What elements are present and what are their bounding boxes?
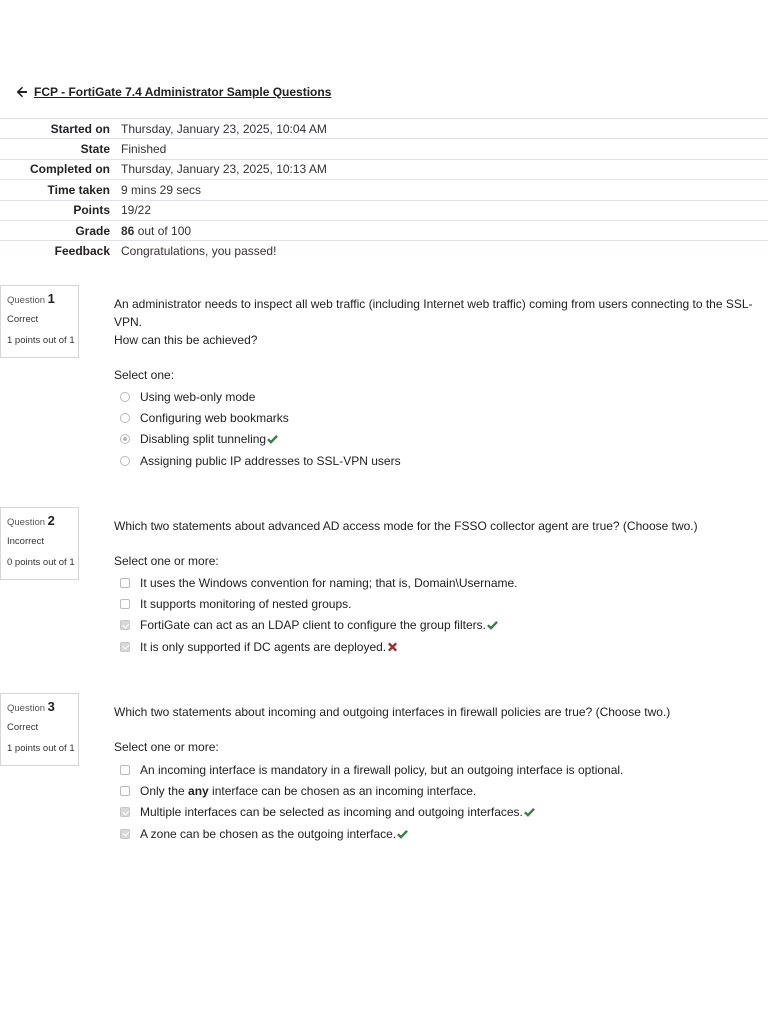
grade-suffix: out of 100	[134, 223, 192, 238]
question-label: Question	[7, 703, 46, 714]
checkbox-checked[interactable]	[120, 620, 130, 630]
answer-option[interactable]	[120, 407, 760, 428]
answer-option[interactable]	[120, 450, 760, 471]
question-info	[0, 507, 79, 580]
answer-prompt: Select one or more:	[114, 554, 219, 568]
answer-option[interactable]	[120, 802, 760, 823]
answer-option[interactable]	[120, 823, 760, 844]
question-text-line: Which two statements about advanced AD access mode for the FSSO collector agent are true? (Choose two.)	[114, 519, 698, 533]
answer-options	[120, 759, 760, 844]
summary-label: Completed on	[30, 162, 110, 177]
question-label: Question	[7, 295, 46, 306]
radio-button[interactable]	[120, 456, 130, 466]
answer-label: It is only supported if DC agents are deployed.	[140, 639, 387, 654]
arrow-left-icon	[16, 86, 28, 98]
summary-label: Time taken	[47, 182, 110, 197]
answer-option[interactable]	[120, 615, 760, 636]
question-info	[0, 285, 79, 358]
question-grade: 1 points out of 1	[7, 335, 75, 346]
answer-option[interactable]	[120, 572, 760, 593]
question-state: Incorrect	[7, 536, 44, 547]
summary-row-started	[0, 119, 768, 139]
checkbox[interactable]	[120, 786, 130, 796]
checkbox[interactable]	[120, 599, 130, 609]
answer-label: It uses the Windows convention for naming; that is, Domain\Username.	[140, 575, 518, 590]
question-info	[0, 693, 79, 766]
question-grade: 1 points out of 1	[7, 743, 75, 754]
summary-value: 9 mins 29 secs	[121, 182, 202, 197]
summary-label: Feedback	[54, 244, 110, 259]
answer-options	[120, 572, 760, 657]
question-grade: 0 points out of 1	[7, 557, 75, 568]
question-text-line: An administrator needs to inspect all web traffic (including Internet web traffic) coming from users connecting to the SSL-	[114, 297, 753, 311]
answer-label-part: interface can be chosen as an incoming interface.	[208, 783, 477, 798]
answer-options	[120, 386, 760, 471]
summary-row-state	[0, 139, 768, 159]
quiz-title[interactable]: FCP - FortiGate 7.4 Administrator Sample Questions	[34, 85, 332, 99]
summary-row-feedback	[0, 241, 768, 261]
answer-label-part: Only the	[140, 783, 189, 798]
answer-label: Using web-only mode	[140, 389, 256, 404]
summary-row-points	[0, 200, 768, 220]
answer-label: Disabling split tunneling	[140, 432, 267, 447]
summary-value: 19/22	[121, 203, 152, 218]
answer-option[interactable]	[120, 780, 760, 801]
answer-label-emphasis: any	[188, 783, 209, 798]
answer-label: Assigning public IP addresses to SSL-VPN users	[140, 453, 401, 468]
checkbox-checked[interactable]	[120, 829, 130, 839]
question-text-line: Which two statements about incoming and outgoing interfaces in firewall policies are true? (Choose two.)	[114, 705, 671, 719]
answer-option[interactable]	[120, 593, 760, 614]
summary-label: Started on	[50, 121, 110, 136]
checkbox[interactable]	[120, 765, 130, 775]
question-state: Correct	[7, 722, 39, 733]
answer-label: A zone can be chosen as the outgoing interface.	[140, 826, 397, 841]
answer-label	[140, 784, 476, 798]
correct-check-icon	[524, 807, 535, 817]
question-number: 2	[47, 513, 55, 528]
answer-option[interactable]	[120, 386, 760, 407]
summary-value: Thursday, January 23, 2025, 10:13 AM	[121, 162, 327, 177]
question-state: Correct	[7, 314, 39, 325]
question-number: 3	[47, 699, 55, 714]
summary-value: Thursday, January 23, 2025, 10:04 AM	[121, 121, 327, 136]
answer-option[interactable]	[120, 636, 760, 657]
summary-value: Congratulations, you passed!	[121, 244, 277, 259]
question-text	[114, 703, 754, 721]
correct-check-icon	[267, 434, 278, 444]
answer-label: Configuring web bookmarks	[140, 410, 289, 425]
question-text	[114, 517, 754, 535]
answer-option[interactable]	[120, 759, 760, 780]
radio-button-selected[interactable]	[120, 434, 130, 444]
summary-row-time-taken	[0, 180, 768, 200]
summary-label: Points	[73, 203, 110, 218]
answer-label: FortiGate can act as an LDAP client to configure the group filters.	[140, 618, 486, 633]
question-number: 1	[47, 291, 55, 306]
answer-prompt: Select one or more:	[114, 740, 219, 754]
correct-check-icon	[397, 829, 408, 839]
answer-prompt: Select one:	[114, 368, 175, 382]
summary-label: Grade	[75, 223, 110, 238]
attempt-summary-table	[0, 118, 768, 261]
correct-check-icon	[487, 620, 498, 630]
incorrect-cross-icon	[387, 642, 398, 652]
answer-label: It supports monitoring of nested groups.	[140, 596, 352, 611]
question-text	[114, 295, 754, 349]
checkbox[interactable]	[120, 578, 130, 588]
checkbox-checked[interactable]	[120, 642, 130, 652]
question-text-line: VPN.	[114, 315, 143, 329]
radio-button[interactable]	[120, 413, 130, 423]
summary-row-completed	[0, 159, 768, 179]
answer-label: An incoming interface is mandatory in a firewall policy, but an outgoing interface is optional.	[140, 762, 624, 777]
summary-value	[116, 220, 768, 240]
back-link[interactable]	[16, 85, 331, 99]
question-text-line: How can this be achieved?	[114, 333, 258, 347]
answer-label: Multiple interfaces can be selected as incoming and outgoing interfaces.	[140, 805, 523, 820]
radio-button[interactable]	[120, 392, 130, 402]
checkbox-checked[interactable]	[120, 807, 130, 817]
summary-label: State	[80, 142, 110, 157]
summary-value: Finished	[121, 142, 167, 157]
grade-score: 86	[121, 223, 135, 238]
summary-row-grade	[0, 220, 768, 240]
answer-option[interactable]	[120, 429, 760, 450]
question-label: Question	[7, 517, 46, 528]
